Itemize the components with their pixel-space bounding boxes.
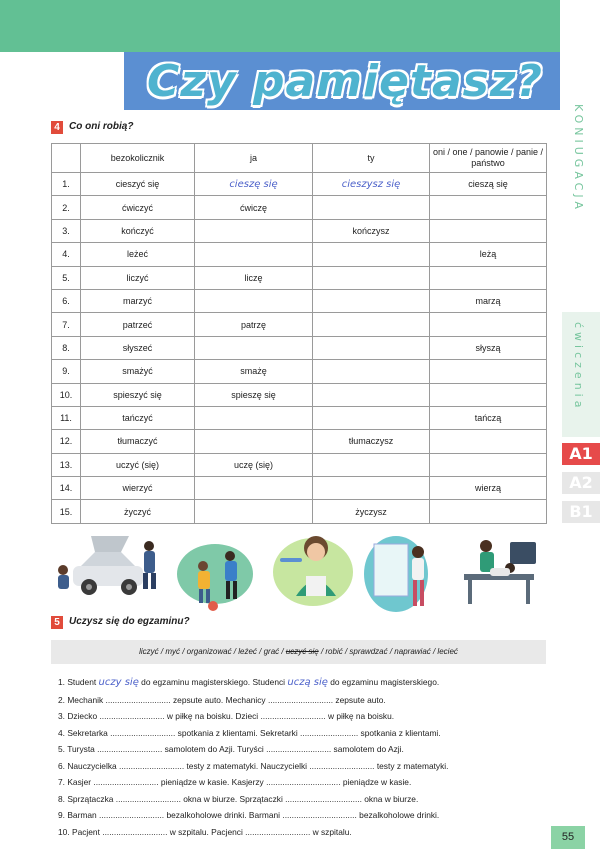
table-row xyxy=(52,453,547,476)
table-cell xyxy=(195,430,313,453)
table-cell xyxy=(313,243,430,266)
sentence-text: Sekretarka ............................ spotkania z klientami. Sekretarki ......................... spotkania z klientami. xyxy=(67,727,441,738)
table-cell: smażę xyxy=(195,360,313,383)
row-number: 10. xyxy=(52,383,81,406)
kids-football-illustration xyxy=(175,526,255,622)
cleaner-illustration xyxy=(362,526,442,622)
hospital-illustration xyxy=(450,526,546,622)
table-cell: leżą xyxy=(430,243,547,266)
table-cell xyxy=(430,500,547,523)
list-item xyxy=(58,791,449,808)
mechanics-illustration xyxy=(51,526,161,622)
row-number: 4. xyxy=(52,243,81,266)
table-cell xyxy=(313,313,430,336)
row-number: 8. xyxy=(52,336,81,359)
sentence-number: 4. xyxy=(58,727,65,738)
sentence-text: Turysta ............................ samolotem do Azji. Turyści ............................ samolotem do Azji. xyxy=(67,744,404,754)
column-header xyxy=(52,144,81,173)
word-bank xyxy=(51,640,546,664)
row-number: 7. xyxy=(52,313,81,336)
table-cell xyxy=(430,219,547,242)
level-a1-tab[interactable]: A1 xyxy=(562,443,600,465)
table-cell: wierzyć xyxy=(81,477,195,500)
exercise-4-number: 4 xyxy=(51,121,63,134)
page-number: 55 xyxy=(551,826,585,849)
table-row xyxy=(52,196,547,219)
table-cell: patrzę xyxy=(195,313,313,336)
table-cell xyxy=(313,266,430,289)
table-cell: słyszą xyxy=(430,336,547,359)
table-header-row xyxy=(52,144,547,173)
level-a2-tab[interactable]: A2 xyxy=(562,472,600,494)
table-cell: spieszyć się xyxy=(81,383,195,406)
table-cell xyxy=(313,289,430,312)
table-cell xyxy=(313,360,430,383)
table-cell: smażyć xyxy=(81,360,195,383)
table-cell xyxy=(195,289,313,312)
handwritten-answer: uczą się xyxy=(287,677,328,688)
table-cell xyxy=(430,383,547,406)
sentence-number: 10. xyxy=(58,826,70,837)
sentence-number: 3. xyxy=(58,711,65,721)
row-number: 13. xyxy=(52,453,81,476)
table-cell xyxy=(195,500,313,523)
sentence-number: 8. xyxy=(58,793,65,804)
exercise-4-title: Co oni robią? xyxy=(69,121,134,132)
row-number: 6. xyxy=(52,289,81,312)
table-cell xyxy=(430,313,547,336)
table-cell xyxy=(195,477,313,500)
table-cell: spieszę się xyxy=(195,383,313,406)
sentence-list xyxy=(58,674,449,840)
table-cell xyxy=(313,477,430,500)
sentence-number: 7. xyxy=(58,777,65,787)
table-row xyxy=(52,219,547,242)
table-cell xyxy=(430,360,547,383)
sentence-text: do egzaminu magisterskiego. xyxy=(327,677,440,687)
teacher-illustration xyxy=(268,526,354,622)
table-row xyxy=(52,500,547,523)
table-cell: tańczą xyxy=(430,406,547,429)
sidebar-cwiczenia-label: ćwiczenia xyxy=(572,322,585,412)
sentence-number: 6. xyxy=(58,760,65,771)
page-title: Czy pamiętasz? xyxy=(147,56,543,107)
table-cell: patrzeć xyxy=(81,313,195,336)
table-cell xyxy=(195,243,313,266)
list-item xyxy=(58,741,449,758)
table-cell: cieszą się xyxy=(430,173,547,196)
list-item xyxy=(58,807,449,824)
sentence-number: 9. xyxy=(58,810,65,820)
row-number: 9. xyxy=(52,360,81,383)
table-cell xyxy=(430,430,547,453)
exercise-5-number: 5 xyxy=(51,616,63,629)
row-number: 5. xyxy=(52,266,81,289)
sentence-number: 2. xyxy=(58,694,65,705)
table-cell: liczę xyxy=(195,266,313,289)
column-header: oni / one / panowie / panie / państwo xyxy=(430,144,547,173)
sentence-text: Dziecko ............................ w piłkę na boisku. Dzieci ............................ w piłkę na boisku. xyxy=(67,711,395,721)
table-cell xyxy=(313,196,430,219)
table-row xyxy=(52,266,547,289)
list-item xyxy=(58,692,449,709)
sentence-text: Pacjent ............................ w szpitalu. Pacjenci ............................ w szpitalu. xyxy=(71,826,352,837)
table-cell xyxy=(313,336,430,359)
table-cell: tłumaczyć xyxy=(81,430,195,453)
table-cell xyxy=(195,219,313,242)
sentence-text: Sprzątaczka ............................ okna w biurze. Sprzątaczki ................................. okna w biurze. xyxy=(67,793,419,804)
table-cell: liczyć xyxy=(81,266,195,289)
word-bank-struck-word: uczyć się xyxy=(285,647,319,656)
level-b1-tab[interactable]: B1 xyxy=(562,501,600,523)
table-cell: uczę (się) xyxy=(195,453,313,476)
table-row xyxy=(52,360,547,383)
table-cell xyxy=(195,336,313,359)
table-cell xyxy=(430,196,547,219)
table-row xyxy=(52,430,547,453)
row-number: 1. xyxy=(52,173,81,196)
word-bank-words: liczyć / myć / organizować / leżeć / grać / xyxy=(139,647,286,656)
table-cell xyxy=(313,453,430,476)
table-cell: leżeć xyxy=(81,243,195,266)
row-number: 3. xyxy=(52,219,81,242)
table-cell: cieszyć się xyxy=(81,173,195,196)
row-number: 2. xyxy=(52,196,81,219)
row-number: 12. xyxy=(52,430,81,453)
list-item xyxy=(58,708,449,725)
sentence-text: Kasjer ............................ pieniądze w kasie. Kasjerzy ................................ pieniądze w kasie. xyxy=(67,777,412,787)
table-cell: ćwiczyć xyxy=(81,196,195,219)
table-cell: uczyć (się) xyxy=(81,453,195,476)
exercise-5-title: Uczysz się do egzaminu? xyxy=(69,616,190,627)
row-number: 15. xyxy=(52,500,81,523)
table-cell: tańczyć xyxy=(81,406,195,429)
sentence-text: do egzaminu magisterskiego. Studenci xyxy=(138,677,288,687)
table-cell: życzysz xyxy=(313,500,430,523)
conjugation-table xyxy=(51,143,547,524)
table-cell: marzyć xyxy=(81,289,195,312)
list-item xyxy=(58,674,449,692)
word-bank-words-rest: / robić / sprawdzać / naprawiać / lecieć xyxy=(318,647,458,656)
row-number: 11. xyxy=(52,406,81,429)
column-header: ja xyxy=(195,144,313,173)
sentence-text: Student xyxy=(67,677,99,687)
sentence-text: Barman ............................ bezalkoholowe drinki. Barmani ................................ bezalkoholowe drinki. xyxy=(67,810,440,820)
table-cell xyxy=(430,266,547,289)
table-cell: marzą xyxy=(430,289,547,312)
table-cell: cieszysz się xyxy=(313,173,430,196)
row-number: 14. xyxy=(52,477,81,500)
table-row xyxy=(52,406,547,429)
table-cell: słyszeć xyxy=(81,336,195,359)
table-row xyxy=(52,243,547,266)
list-item xyxy=(58,725,449,742)
table-cell xyxy=(313,383,430,406)
sentence-number: 1. xyxy=(58,677,65,687)
column-header: ty xyxy=(313,144,430,173)
list-item xyxy=(58,774,449,791)
table-cell: wierzą xyxy=(430,477,547,500)
handwritten-answer: uczy się xyxy=(98,677,139,688)
table-row xyxy=(52,336,547,359)
sentence-text: Mechanik ............................ zepsute auto. Mechanicy ............................ zepsute auto. xyxy=(67,694,386,705)
table-cell xyxy=(430,453,547,476)
table-cell: ćwiczę xyxy=(195,196,313,219)
list-item xyxy=(58,824,449,841)
table-row xyxy=(52,289,547,312)
sentence-text: Nauczycielka ............................ testy z matematyki. Nauczycielki ............................ testy z matematyki. xyxy=(67,760,449,771)
table-cell: tłumaczysz xyxy=(313,430,430,453)
table-cell: kończyć xyxy=(81,219,195,242)
top-green-bar xyxy=(0,0,560,52)
table-cell: życzyć xyxy=(81,500,195,523)
table-row xyxy=(52,383,547,406)
table-row xyxy=(52,477,547,500)
list-item xyxy=(58,758,449,775)
table-cell: cieszę się xyxy=(195,173,313,196)
column-header: bezokolicznik xyxy=(81,144,195,173)
table-row xyxy=(52,173,547,196)
sidebar-konjugacja-label: KONIUGACJA xyxy=(572,104,585,213)
table-row xyxy=(52,313,547,336)
table-cell xyxy=(313,406,430,429)
sentence-number: 5. xyxy=(58,744,65,754)
table-cell: kończysz xyxy=(313,219,430,242)
table-cell xyxy=(195,406,313,429)
